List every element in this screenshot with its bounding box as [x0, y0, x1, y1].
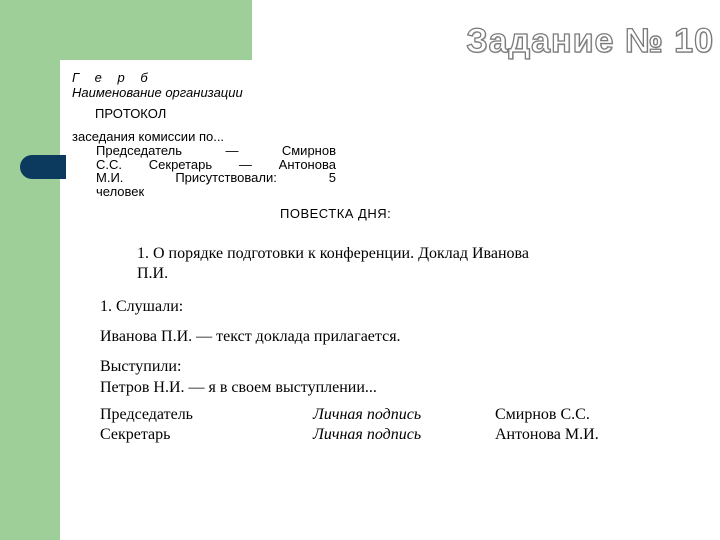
left-green-strip [0, 0, 60, 540]
meta-text: Смирнов [281, 143, 336, 158]
signature-role: Секретарь [100, 426, 171, 443]
doc-meta-block [96, 144, 336, 198]
meta-text: Присутствовали: [175, 170, 277, 185]
spoke-text: Петров Н.И. — я в своем выступлении... [100, 379, 377, 396]
agenda-title: ПОВЕСТКА ДНЯ: [280, 206, 392, 221]
doc-gerb: Г е р б [72, 70, 154, 85]
meta-row [96, 144, 336, 158]
top-green-block [60, 0, 252, 60]
spoke-label: Выступили: [100, 358, 182, 375]
agenda-item-line: 1. О порядке подготовки к конференции. Доклад Иванова [137, 245, 529, 262]
agenda-item-line: П.И. [137, 265, 169, 282]
meta-row [96, 185, 336, 199]
signature-sign: Личная подпись [313, 426, 422, 443]
signature-name: Антонова М.И. [495, 426, 599, 443]
slide-title: Задание № 10 [466, 22, 714, 60]
heard-label: 1. Слушали: [100, 298, 184, 315]
meta-text: М.И. [96, 170, 124, 185]
doc-org-name: Наименование организации [72, 85, 243, 100]
meta-text: С.С. [96, 156, 122, 172]
meta-text: — [225, 143, 239, 158]
signature-role: Председатель [100, 406, 193, 423]
meta-row [96, 171, 336, 185]
doc-protocol-heading: ПРОТОКОЛ [95, 106, 167, 121]
meta-text: — [238, 156, 252, 172]
meta-row [96, 158, 336, 172]
navy-side-tab [20, 155, 66, 179]
meta-text: 5 [328, 170, 336, 185]
meta-text: человек [96, 183, 145, 199]
signature-name: Смирнов С.С. [495, 406, 590, 423]
doc-meeting-line: заседания комиссии по... [72, 129, 225, 144]
signature-sign: Личная подпись [313, 406, 422, 423]
heard-text: Иванова П.И. — текст доклада прилагается. [100, 328, 401, 345]
meta-text: Председатель [96, 143, 183, 158]
meta-text: Антонова [278, 156, 336, 172]
meta-text: Секретарь [148, 156, 213, 172]
